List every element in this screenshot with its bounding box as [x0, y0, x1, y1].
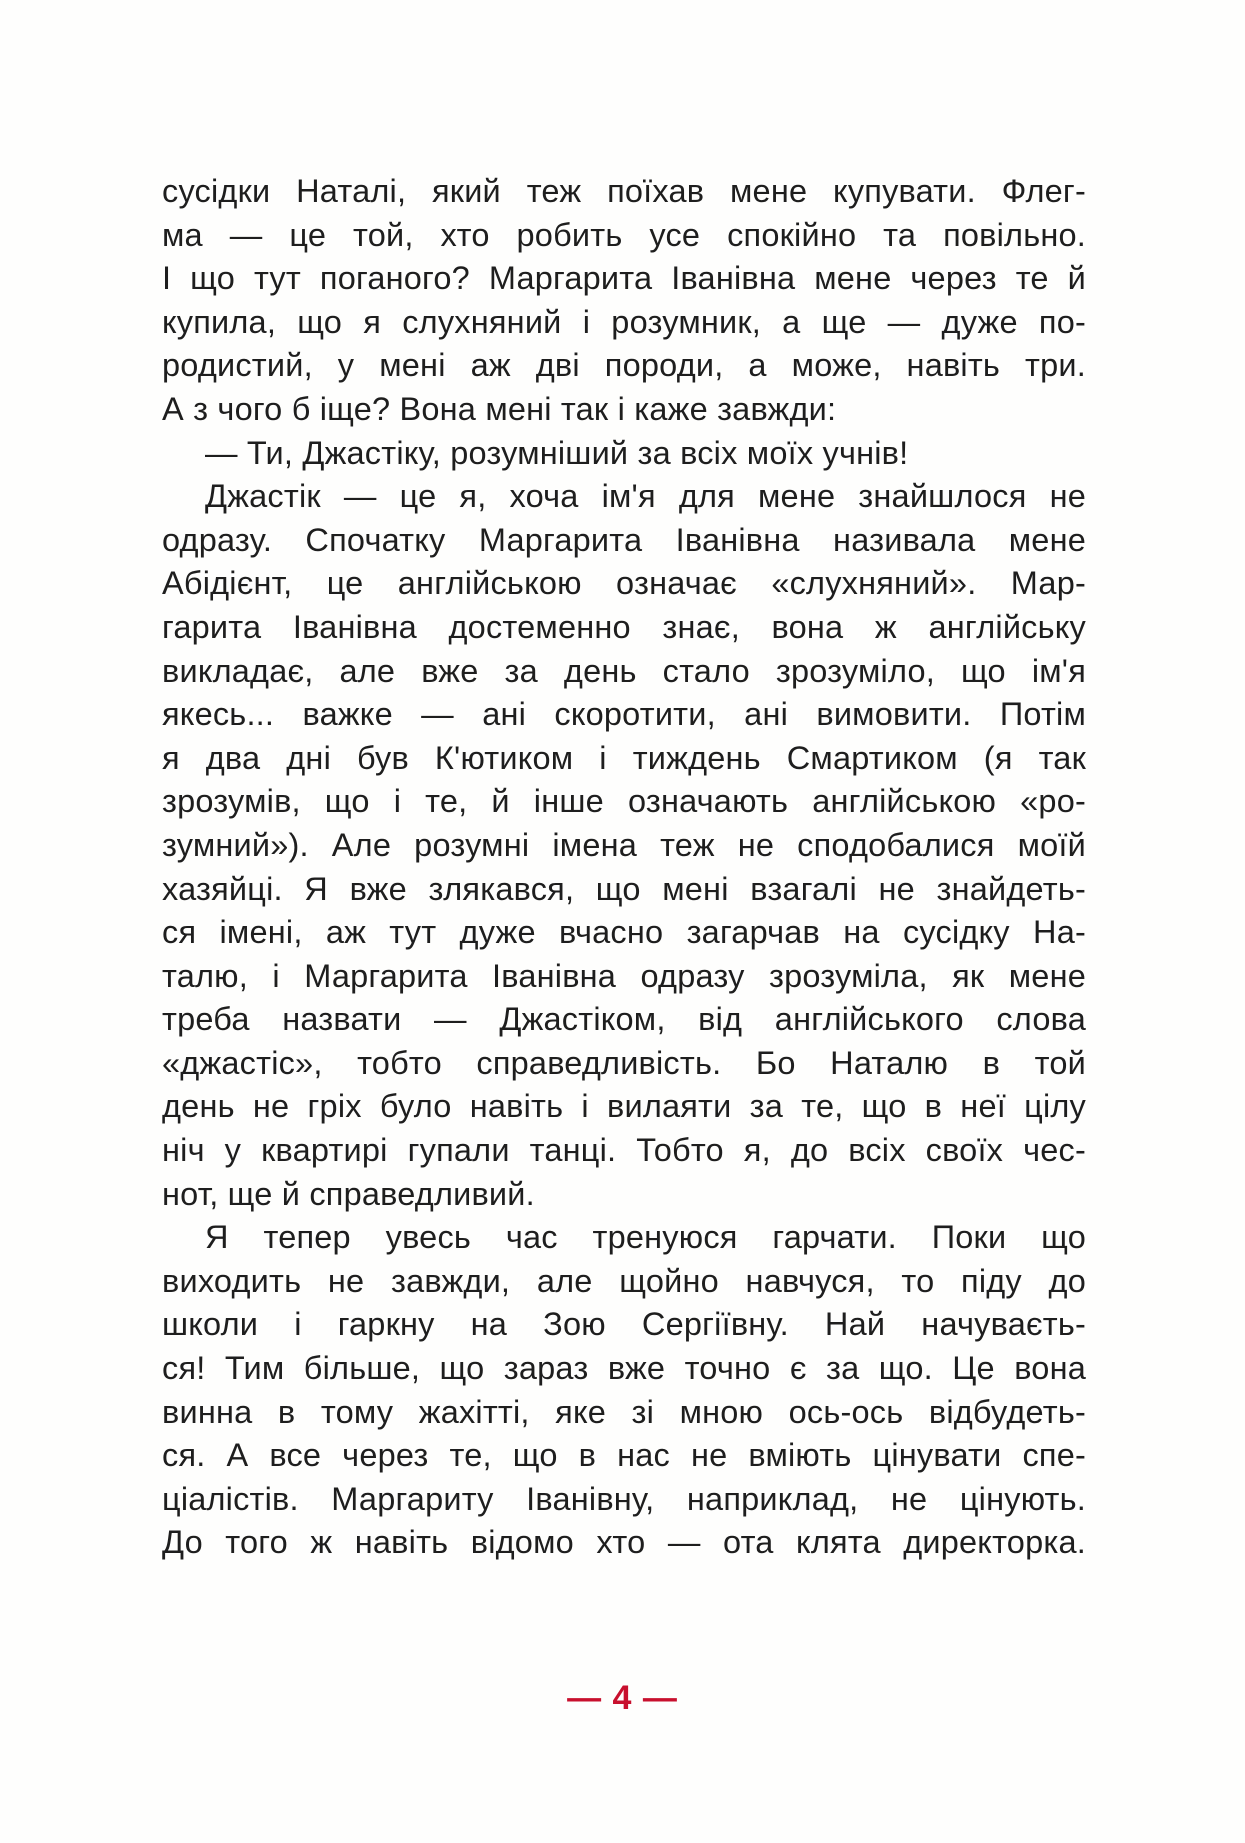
text-line: ся. А все через те, що в нас не вміють цінувати спе-	[162, 1437, 1086, 1474]
text-line: Джастік — це я, хоча ім'я для мене знайшлося не	[205, 478, 1086, 515]
text-line: викладає, але вже за день стало зрозуміло, що ім'я	[162, 652, 1086, 689]
text-line: гарита Іванівна достеменно знає, вона ж англійську	[162, 608, 1086, 645]
text-line: хазяйці. Я вже злякався, що мені взагалі не знайдеть-	[162, 870, 1086, 907]
text-line: день не гріх було навіть і вилаяти за те, що в неї цілу	[162, 1088, 1086, 1125]
text-line: Абідієнт, це англійською означає «слухняний». Мар-	[162, 565, 1086, 602]
text-line: ся імені, аж тут дуже вчасно загарчав на сусідку На-	[162, 914, 1086, 951]
text-line: До того ж навіть відомо хто — ота клята директорка.	[162, 1524, 1086, 1561]
text-line: купила, що я слухняний і розумник, а ще — дуже по-	[162, 303, 1086, 340]
text-line: зрозумів, що і те, й інше означають англійською «ро-	[162, 783, 1086, 820]
text-line: якесь... важке — ані скоротити, ані вимовити. Потім	[162, 696, 1086, 733]
text-line: зумний»). Але розумні імена теж не сподобалися моїй	[162, 826, 1086, 863]
text-line: А з чого б іще? Вона мені так і каже завжди:	[162, 390, 837, 427]
text-line: І що тут поганого? Маргарита Іванівна мене через те й	[162, 260, 1086, 297]
text-line: ніч у квартирі гупали танці. Тобто я, до всіх своїх чес-	[162, 1132, 1086, 1169]
text-line: винна в тому жахітті, яке зі мною ось-ось відбудеть-	[162, 1393, 1086, 1430]
text-line: сусідки Наталі, який теж поїхав мене купувати. Флег-	[162, 173, 1086, 209]
text-line: талю, і Маргарита Іванівна одразу зрозуміла, як мене	[162, 957, 1086, 994]
text-line: ся! Тим більше, що зараз вже точно є за що. Це вона	[162, 1350, 1086, 1387]
page-number: — 4 —	[567, 1679, 678, 1717]
text-line: Я тепер увесь час тренуюся гарчати. Поки що	[205, 1219, 1086, 1256]
text-line: треба назвати — Джастіком, від англійського слова	[162, 1001, 1086, 1038]
body-text	[162, 170, 1086, 1565]
text-line: «джастіс», тобто справедливість. Бо Наталю в той	[162, 1044, 1086, 1081]
text-line: виходить не завжди, але щойно навчуся, то піду до	[162, 1262, 1086, 1299]
text-line: школи і гаркну на Зою Сергіївну. Най начуваєть-	[162, 1306, 1086, 1343]
text-line: родистий, у мені аж дві породи, а може, навіть три.	[162, 347, 1086, 384]
text-line: нот, ще й справедливий.	[162, 1175, 535, 1212]
text-line: я два дні був К'ютиком і тиждень Смартиком (я так	[162, 739, 1086, 776]
text-line: ма — це той, хто робить усе спокійно та повільно.	[162, 216, 1086, 253]
text-line: одразу. Спочатку Маргарита Іванівна називала мене	[162, 521, 1086, 558]
dialogue-line: — Ти, Джастіку, розумніший за всіх моїх учнів!	[205, 434, 909, 471]
text-line: ціалістів. Маргариту Іванівну, наприклад, не цінують.	[162, 1480, 1086, 1517]
